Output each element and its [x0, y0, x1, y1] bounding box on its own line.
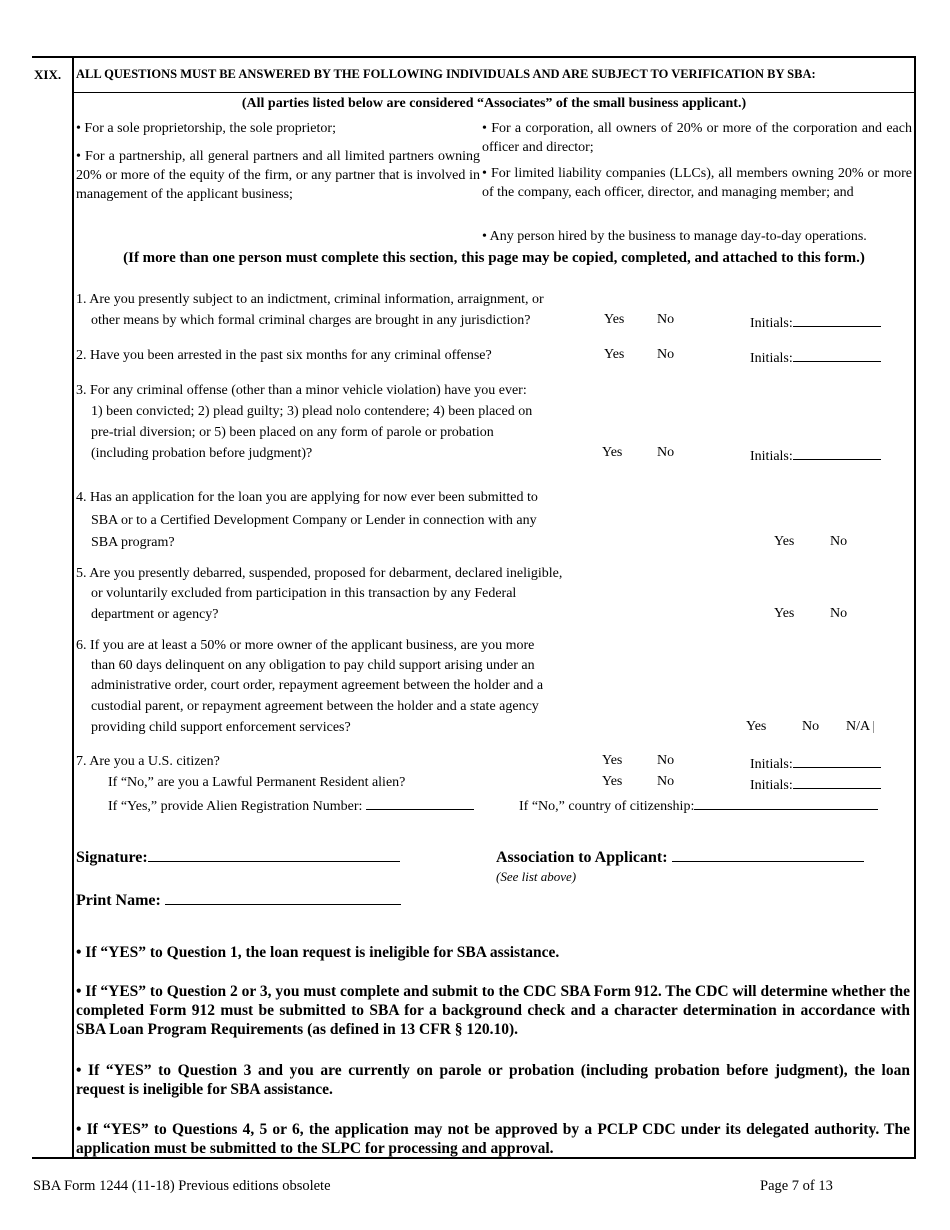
frame-left-inner-border — [72, 56, 74, 1159]
q5-line2: or voluntarily excluded from participation in this transaction by any Federal — [91, 586, 517, 601]
note-question-1: • If “YES” to Question 1, the loan request is ineligible for SBA assistance. — [76, 944, 560, 961]
bullet-llc: • For limited liability companies (LLCs), all members owning 20% or more of the company, each officer, director, and managing member; and — [482, 166, 912, 200]
q1-no-option[interactable]: No — [657, 312, 675, 327]
note-question-3-parole: • If “YES” to Question 3 and you are currently on parole or probation (including probation before judgment), the loan request is ineligible for SBA assistance. — [76, 1062, 910, 1098]
section-header: ALL QUESTIONS MUST BE ANSWERED BY THE FOLLOWING INDIVIDUALS AND ARE SUBJECT TO VERIFICATION BY SBA: — [76, 67, 816, 81]
print-name-field[interactable] — [76, 889, 401, 910]
q1-initials-label: Initials: — [750, 316, 793, 331]
q1-initials-line — [793, 312, 881, 327]
print-name-label: Print Name: — [76, 892, 161, 909]
q3-line1: 3. For any criminal offense (other than a minor vehicle violation) have you ever: — [76, 383, 527, 398]
q6-line5: providing child support enforcement services? — [91, 720, 351, 735]
q7-yes-option[interactable]: Yes — [602, 753, 623, 768]
section-number: XIX. — [34, 67, 62, 82]
q7-line1: 7. Are you a U.S. citizen? — [76, 754, 220, 769]
signature-line — [148, 846, 400, 862]
see-list-note: (See list above) — [496, 869, 577, 884]
q4-line1: 4. Has an application for the loan you are applying for now ever been submitted to — [76, 490, 538, 505]
q2-initials-field[interactable] — [750, 347, 881, 367]
bullet-corporation: • For a corporation, all owners of 20% or more of the corporation and each officer and director; — [482, 121, 912, 155]
frame-right-border — [914, 56, 916, 1159]
q5-yes-option[interactable]: Yes — [774, 606, 795, 621]
q2-line1: 2. Have you been arrested in the past six months for any criminal offense? — [76, 348, 492, 363]
q6-na-label: N/A — [846, 719, 870, 734]
copy-note: (If more than one person must complete this section, this page may be copied, completed, and attached to this form.) — [123, 250, 865, 266]
q6-line1: 6. If you are at least a 50% or more owner of the applicant business, are you more — [76, 638, 535, 653]
q4-line2: SBA or to a Certified Development Company or Lender in connection with any — [91, 513, 537, 528]
q6-line3: administrative order, court order, repayment agreement between the holder and a — [91, 678, 544, 693]
association-line — [672, 846, 864, 862]
footer-page-number: Page 7 of 13 — [760, 1178, 833, 1194]
q3-line3: pre-trial diversion; or 5) been placed on any form of parole or probation — [91, 425, 494, 440]
q7b-yes-option[interactable]: Yes — [602, 774, 623, 789]
q2-no-option[interactable]: No — [657, 347, 675, 362]
q7-permanent-resident: If “No,” are you a Lawful Permanent Resident alien? — [108, 775, 406, 790]
q7-initials-field[interactable] — [750, 753, 881, 773]
country-citizenship-label: If “No,” country of citizenship: — [519, 799, 695, 814]
q6-no-option[interactable]: No — [802, 719, 820, 734]
q3-line2: 1) been convicted; 2) plead guilty; 3) plead nolo contendere; 4) been placed on — [91, 404, 533, 419]
q3-line4: (including probation before judgment)? — [91, 446, 313, 461]
signature-label: Signature: — [76, 849, 148, 866]
q6-na-marker — [873, 721, 874, 733]
q1-line2: other means by which formal criminal charges are brought in any jurisdiction? — [91, 313, 531, 328]
q3-yes-option[interactable]: Yes — [602, 445, 623, 460]
q3-initials-line — [793, 445, 881, 460]
country-citizenship-line — [694, 795, 878, 810]
print-name-line — [165, 889, 401, 905]
note-question-2-3: • If “YES” to Question 2 or 3, you must complete and submit to the CDC SBA Form 912. The CDC will determine whether the completed Form 912 must be submitted to SBA for a background check and a character determination in accordance with SBA Loan Program Requirements (as defined in 13 CFR § 120.10). — [76, 983, 910, 1038]
q7b-initials-field[interactable] — [750, 774, 881, 794]
q7b-initials-label: Initials: — [750, 778, 793, 793]
q3-initials-label: Initials: — [750, 449, 793, 464]
q7b-initials-line — [793, 774, 881, 789]
q7-initials-line — [793, 753, 881, 768]
signature-field[interactable] — [76, 846, 400, 867]
q3-no-option[interactable]: No — [657, 445, 675, 460]
q7b-no-option[interactable]: No — [657, 774, 675, 789]
frame-top-border — [32, 56, 916, 58]
alien-registration-label: If “Yes,” provide Alien Registration Number: — [108, 799, 363, 814]
q6-yes-option[interactable]: Yes — [746, 719, 767, 734]
q5-line1: 5. Are you presently debarred, suspended, proposed for debarment, declared ineligible, — [76, 566, 563, 581]
q2-yes-option[interactable]: Yes — [604, 347, 625, 362]
q2-initials-label: Initials: — [750, 351, 793, 366]
header-divider — [73, 92, 916, 93]
bullet-sole-proprietor: • For a sole proprietorship, the sole proprietor; — [76, 121, 336, 136]
q7-initials-label: Initials: — [750, 757, 793, 772]
q5-line3: department or agency? — [91, 607, 219, 622]
q6-na-option[interactable] — [846, 719, 874, 735]
footer-form-id: SBA Form 1244 (11-18) Previous editions obsolete — [33, 1178, 331, 1194]
q5-no-option[interactable]: No — [830, 606, 848, 621]
q4-no-option[interactable]: No — [830, 534, 848, 549]
q1-line1: 1. Are you presently subject to an indictment, criminal information, arraignment, or — [76, 292, 544, 307]
q2-initials-line — [793, 347, 881, 362]
associates-note: (All parties listed below are considered “Associates” of the small business applicant.) — [241, 96, 747, 111]
q6-line2: than 60 days delinquent on any obligation to pay child support arising under an — [91, 658, 535, 673]
q6-line4: custodial parent, or repayment agreement between the holder and a state agency — [91, 699, 539, 714]
bullet-manager: • Any person hired by the business to manage day-to-day operations. — [482, 229, 867, 244]
q4-line3: SBA program? — [91, 535, 175, 550]
bullet-partnership: • For a partnership, all general partners and all limited partners owning 20% or more of the equity of the firm, or any partner that is involved in management of the applicant business; — [76, 149, 480, 202]
country-citizenship-field[interactable] — [519, 795, 878, 816]
q7-no-option[interactable]: No — [657, 753, 675, 768]
association-label: Association to Applicant: — [496, 849, 668, 866]
q3-initials-field[interactable] — [750, 445, 881, 465]
alien-registration-line — [366, 795, 474, 810]
q4-yes-option[interactable]: Yes — [774, 534, 795, 549]
q1-initials-field[interactable] — [750, 312, 881, 332]
note-question-4-5-6: • If “YES” to Questions 4, 5 or 6, the application may not be approved by a PCLP CDC under its delegated authority. The application must be submitted to the SLPC for processing and approval. — [76, 1121, 910, 1157]
association-field[interactable] — [496, 846, 864, 867]
q1-yes-option[interactable]: Yes — [604, 312, 625, 327]
alien-registration-field[interactable] — [108, 795, 474, 816]
